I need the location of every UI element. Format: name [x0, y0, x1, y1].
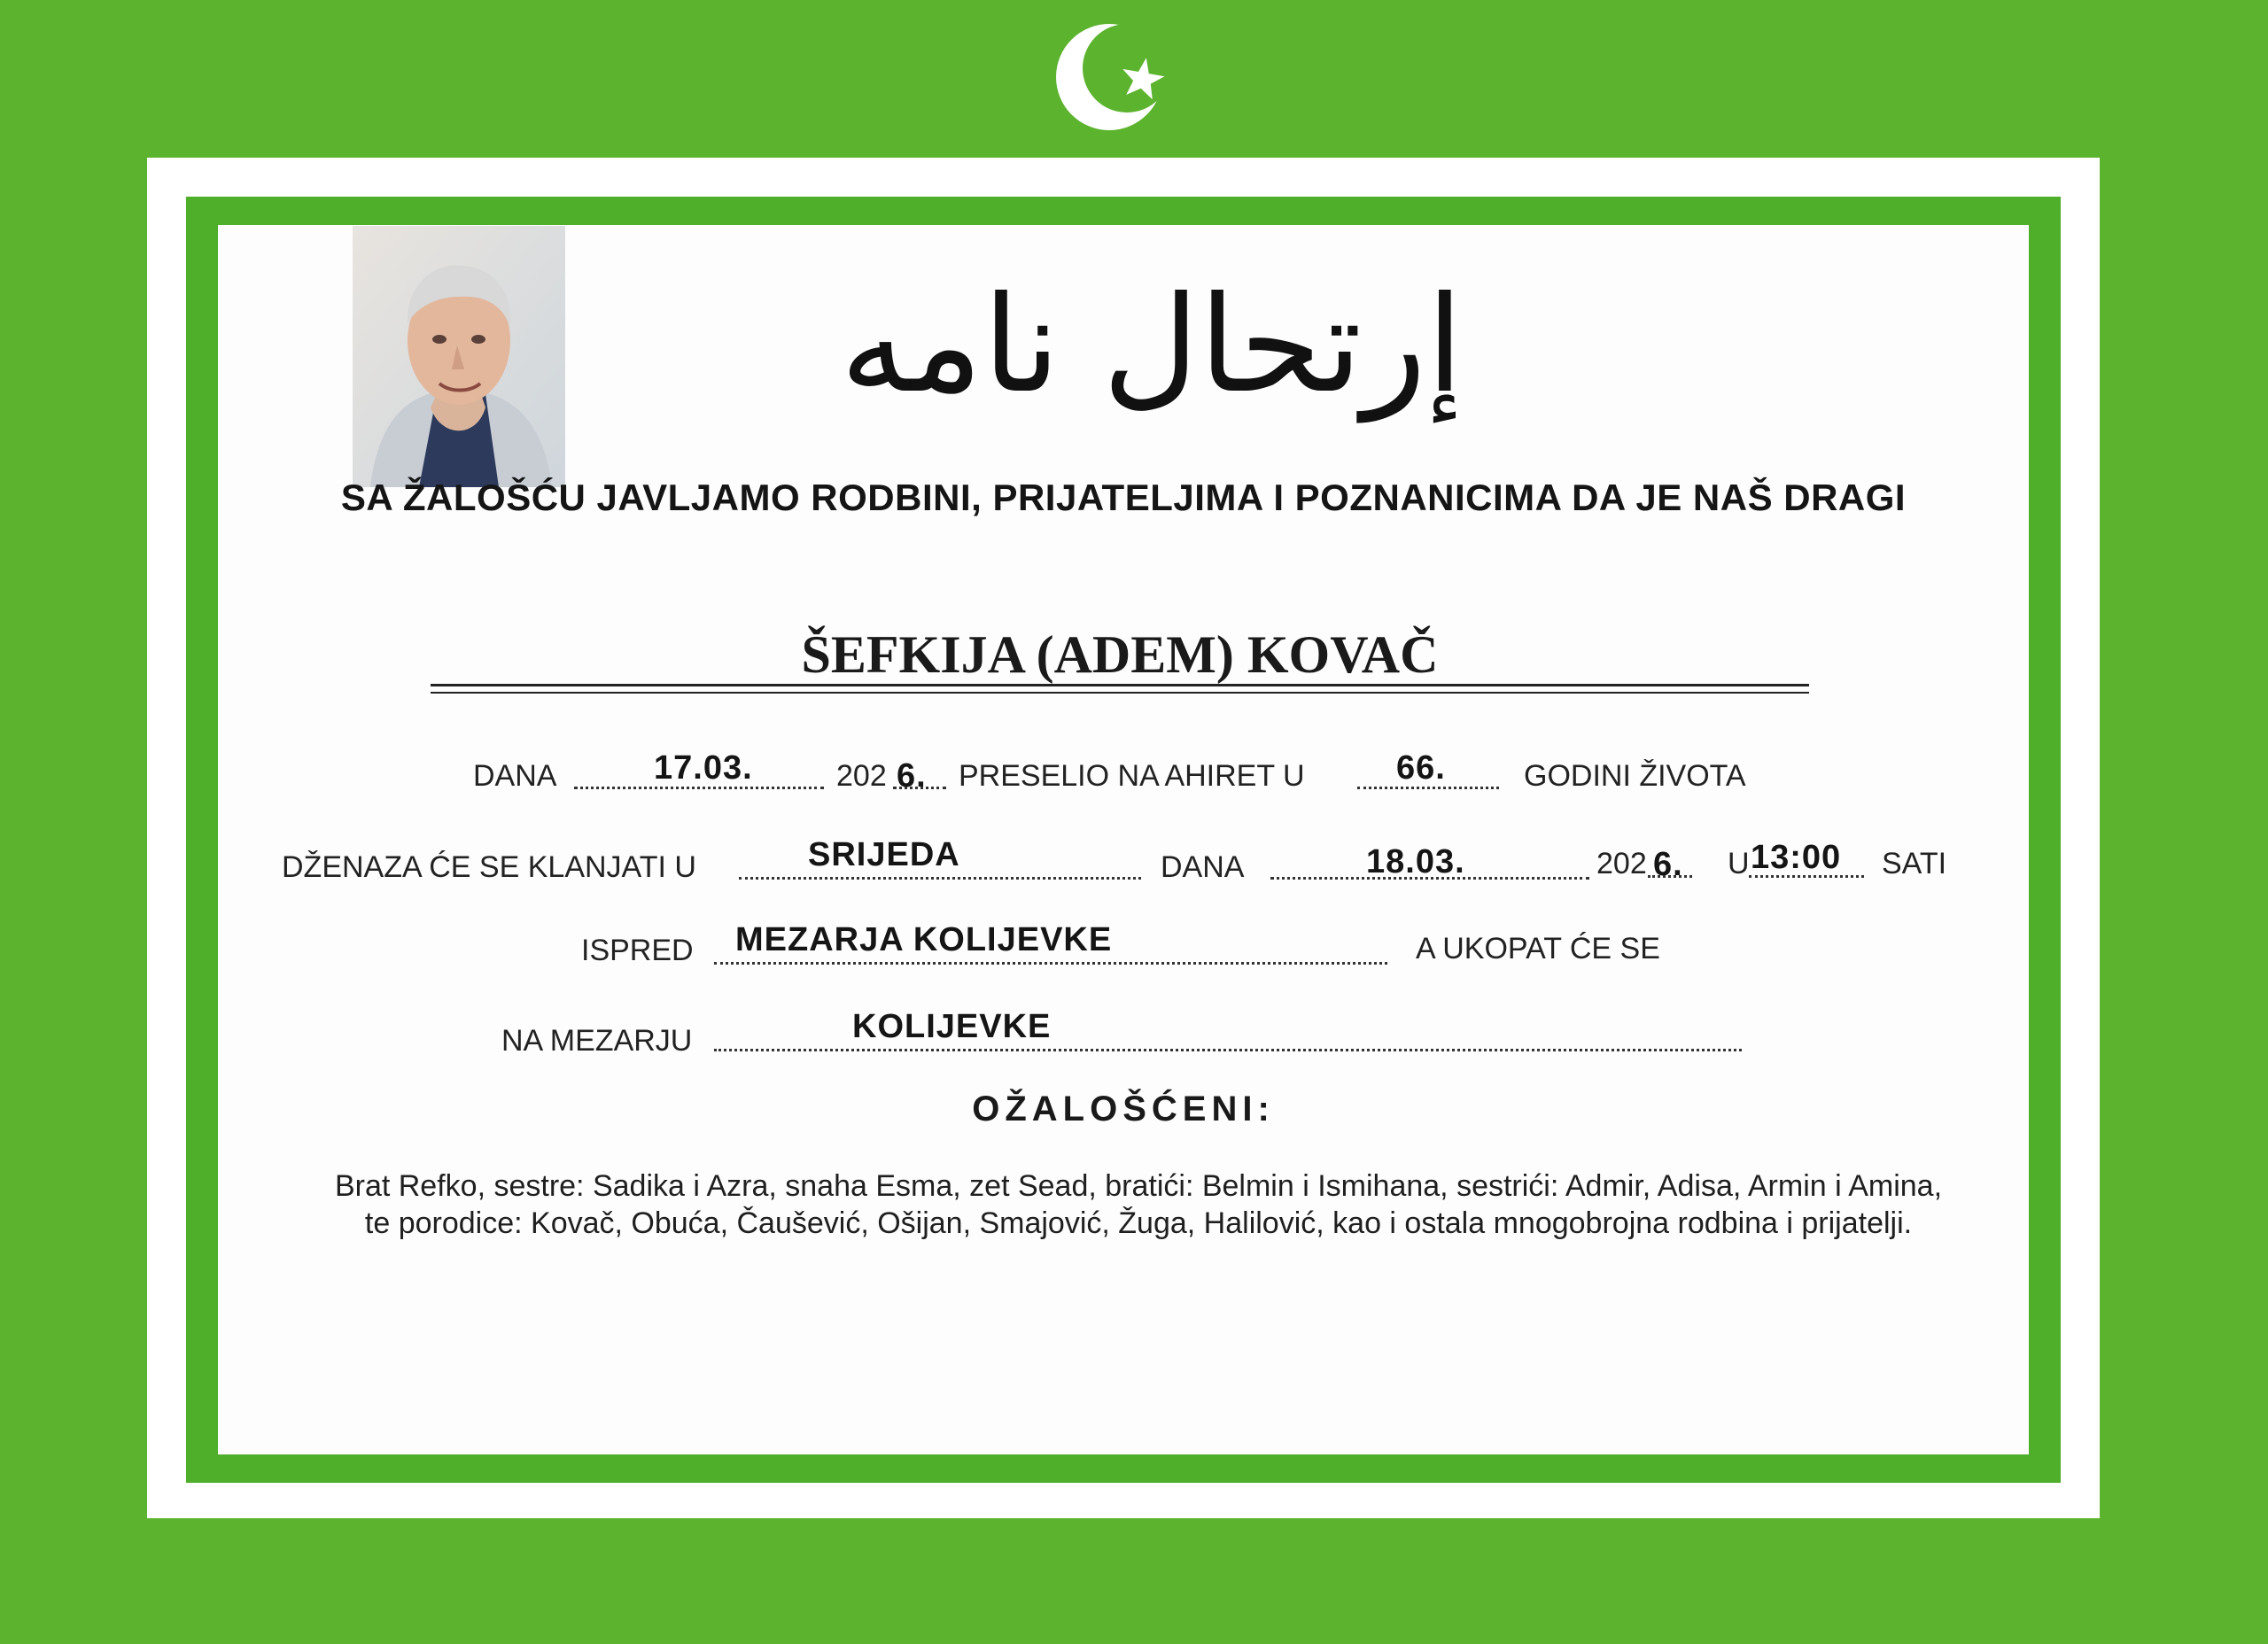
mourners-list — [257, 1167, 2020, 1242]
mourners-line-1: Brat Refko, sestre: Sadika i Azra, snaha Esma, zet Sead, bratići: Belmin i Ismihana, sestrići: Admir, Adisa, Armin i Amina, — [334, 1169, 1943, 1203]
death-date: 17.03. — [654, 749, 753, 787]
announcement-headline: SA ŽALOŠĆU JAVLJAMO RODBINI, PRIJATELJIMA I POZNANICIMA DA JE NAŠ DRAGI — [340, 477, 1907, 518]
mourners-heading: OŽALOŠĆENI: — [972, 1090, 1275, 1128]
ukopat-label: A UKOPAT ĆE SE — [1416, 932, 1660, 965]
mourners-line-2: te porodice: Kovač, Obuća, Čaušević, Ošijan, Smajović, Žuga, Halilović, kao i ostala mnogobrojna rodbina i prijatelji. — [364, 1206, 1913, 1240]
arabic-title: إرتحال نامه — [840, 268, 1464, 423]
death-dana-label: DANA — [473, 759, 557, 793]
funeral-weekday: SRIJEDA — [808, 836, 960, 873]
dzenaza-label: DŽENAZA ĆE SE KLANJATI U — [282, 850, 696, 884]
name-underline — [431, 684, 1809, 686]
crescent-star-icon — [1054, 18, 1178, 137]
death-year-suffix: 6. — [897, 757, 927, 795]
prayer-place: MEZARJA KOLIJEVKE — [735, 921, 1113, 958]
deceased-name: ŠEFKIJA (ADEM) KOVAČ — [801, 625, 1439, 684]
name-underline-secondary — [431, 692, 1809, 694]
burial-cemetery: KOLIJEVKE — [852, 1008, 1052, 1045]
funeral-year-suffix: 6. — [1653, 846, 1683, 883]
death-year-prefix: 202 — [836, 759, 887, 793]
dotted-line — [893, 787, 946, 789]
na-mezarju-label: NA MEZARJU — [501, 1024, 693, 1058]
funeral-dana-label: DANA — [1161, 850, 1245, 884]
sati-label: SATI — [1882, 847, 1947, 880]
dotted-line — [739, 877, 1141, 880]
dotted-line — [714, 1049, 1742, 1051]
age: 66. — [1396, 749, 1446, 787]
preselio-label: PRESELIO NA AHIRET U — [959, 759, 1305, 793]
dotted-line — [1648, 875, 1692, 878]
deceased-photo — [353, 226, 565, 487]
funeral-date: 18.03. — [1366, 843, 1465, 880]
dotted-line — [714, 962, 1387, 965]
funeral-u-label: U — [1728, 847, 1750, 880]
godini-label: GODINI ŽIVOTA — [1524, 759, 1746, 793]
ispred-label: ISPRED — [581, 934, 694, 967]
funeral-time: 13:00 — [1751, 839, 1842, 876]
funeral-year-prefix: 202 — [1596, 847, 1647, 880]
